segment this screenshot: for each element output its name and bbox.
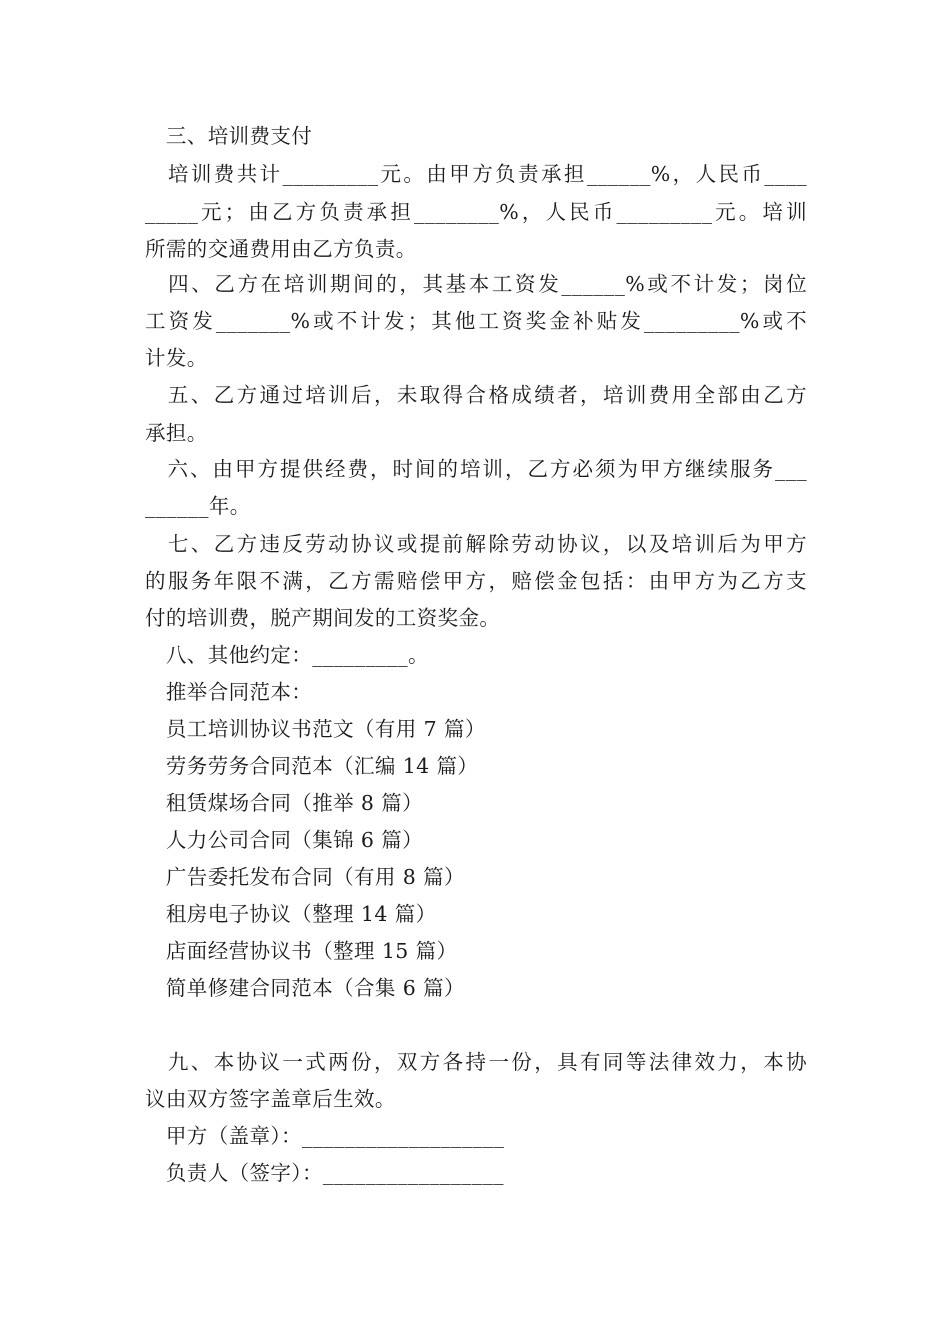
section4-line3: 计发。 xyxy=(145,346,208,370)
recommend-item[interactable]: 人力公司合同（集锦 6 篇） xyxy=(145,828,424,852)
section3-line1: 培训费共计_________元。由甲方负责承担______%，人民币____ xyxy=(145,162,807,186)
section5-line2: 承担。 xyxy=(145,421,208,445)
section7-line1: 七、乙方违反劳动协议或提前解除劳动协议，以及培训后为甲方 xyxy=(145,532,807,556)
recommend-item[interactable]: 劳务劳务合同范本（汇编 14 篇） xyxy=(145,754,479,778)
sign-party-a: 甲方（盖章）：___________________ xyxy=(145,1124,505,1148)
section7-line3: 付的培训费，脱产期间发的工资奖金。 xyxy=(145,606,501,630)
section6-line1: 六、由甲方提供经费，时间的培训，乙方必须为甲方继续服务___ xyxy=(145,457,807,481)
recommend-item[interactable]: 广告委托发布合同（有用 8 篇） xyxy=(145,865,465,889)
recommend-item[interactable]: 员工培训协议书范文（有用 7 篇） xyxy=(145,717,486,741)
recommend-item[interactable]: 租房电子协议（整理 14 篇） xyxy=(145,902,437,926)
section9-line1: 九、本协议一式两份，双方各持一份，具有同等法律效力，本协 xyxy=(145,1050,807,1074)
sign-responsible: 负责人（签字）：_________________ xyxy=(145,1161,504,1185)
section6-line2: ______年。 xyxy=(145,494,251,518)
section8-line1: 八、其他约定：_________。 xyxy=(145,643,429,667)
section4-line1: 四、乙方在培训期间的，其基本工资发______%或不计发；岗位 xyxy=(145,272,807,296)
section7-line2: 的服务年限不满，乙方需赔偿甲方，赔偿金包括：由甲方为乙方支 xyxy=(145,569,807,593)
recommend-heading: 推举合同范本： xyxy=(145,680,313,704)
section5-line1: 五、乙方通过培训后，未取得合格成绩者，培训费用全部由乙方 xyxy=(145,383,807,407)
section3-line2: _____元；由乙方负责承担________%，人民币_________元。培训 xyxy=(145,200,807,224)
section3-heading: 三、培训费支付 xyxy=(145,124,313,148)
section3-line3: 所需的交通费用由乙方负责。 xyxy=(145,237,417,261)
recommend-item[interactable]: 租赁煤场合同（推举 8 篇） xyxy=(145,791,424,815)
recommend-item[interactable]: 简单修建合同范本（合集 6 篇） xyxy=(145,976,465,1000)
section9-line2: 议由双方签字盖章后生效。 xyxy=(145,1087,396,1111)
section4-line2: 工资发_______%或不计发；其他工资奖金补贴发_________%或不 xyxy=(145,309,807,333)
recommend-item[interactable]: 店面经营协议书（整理 15 篇） xyxy=(145,939,458,963)
